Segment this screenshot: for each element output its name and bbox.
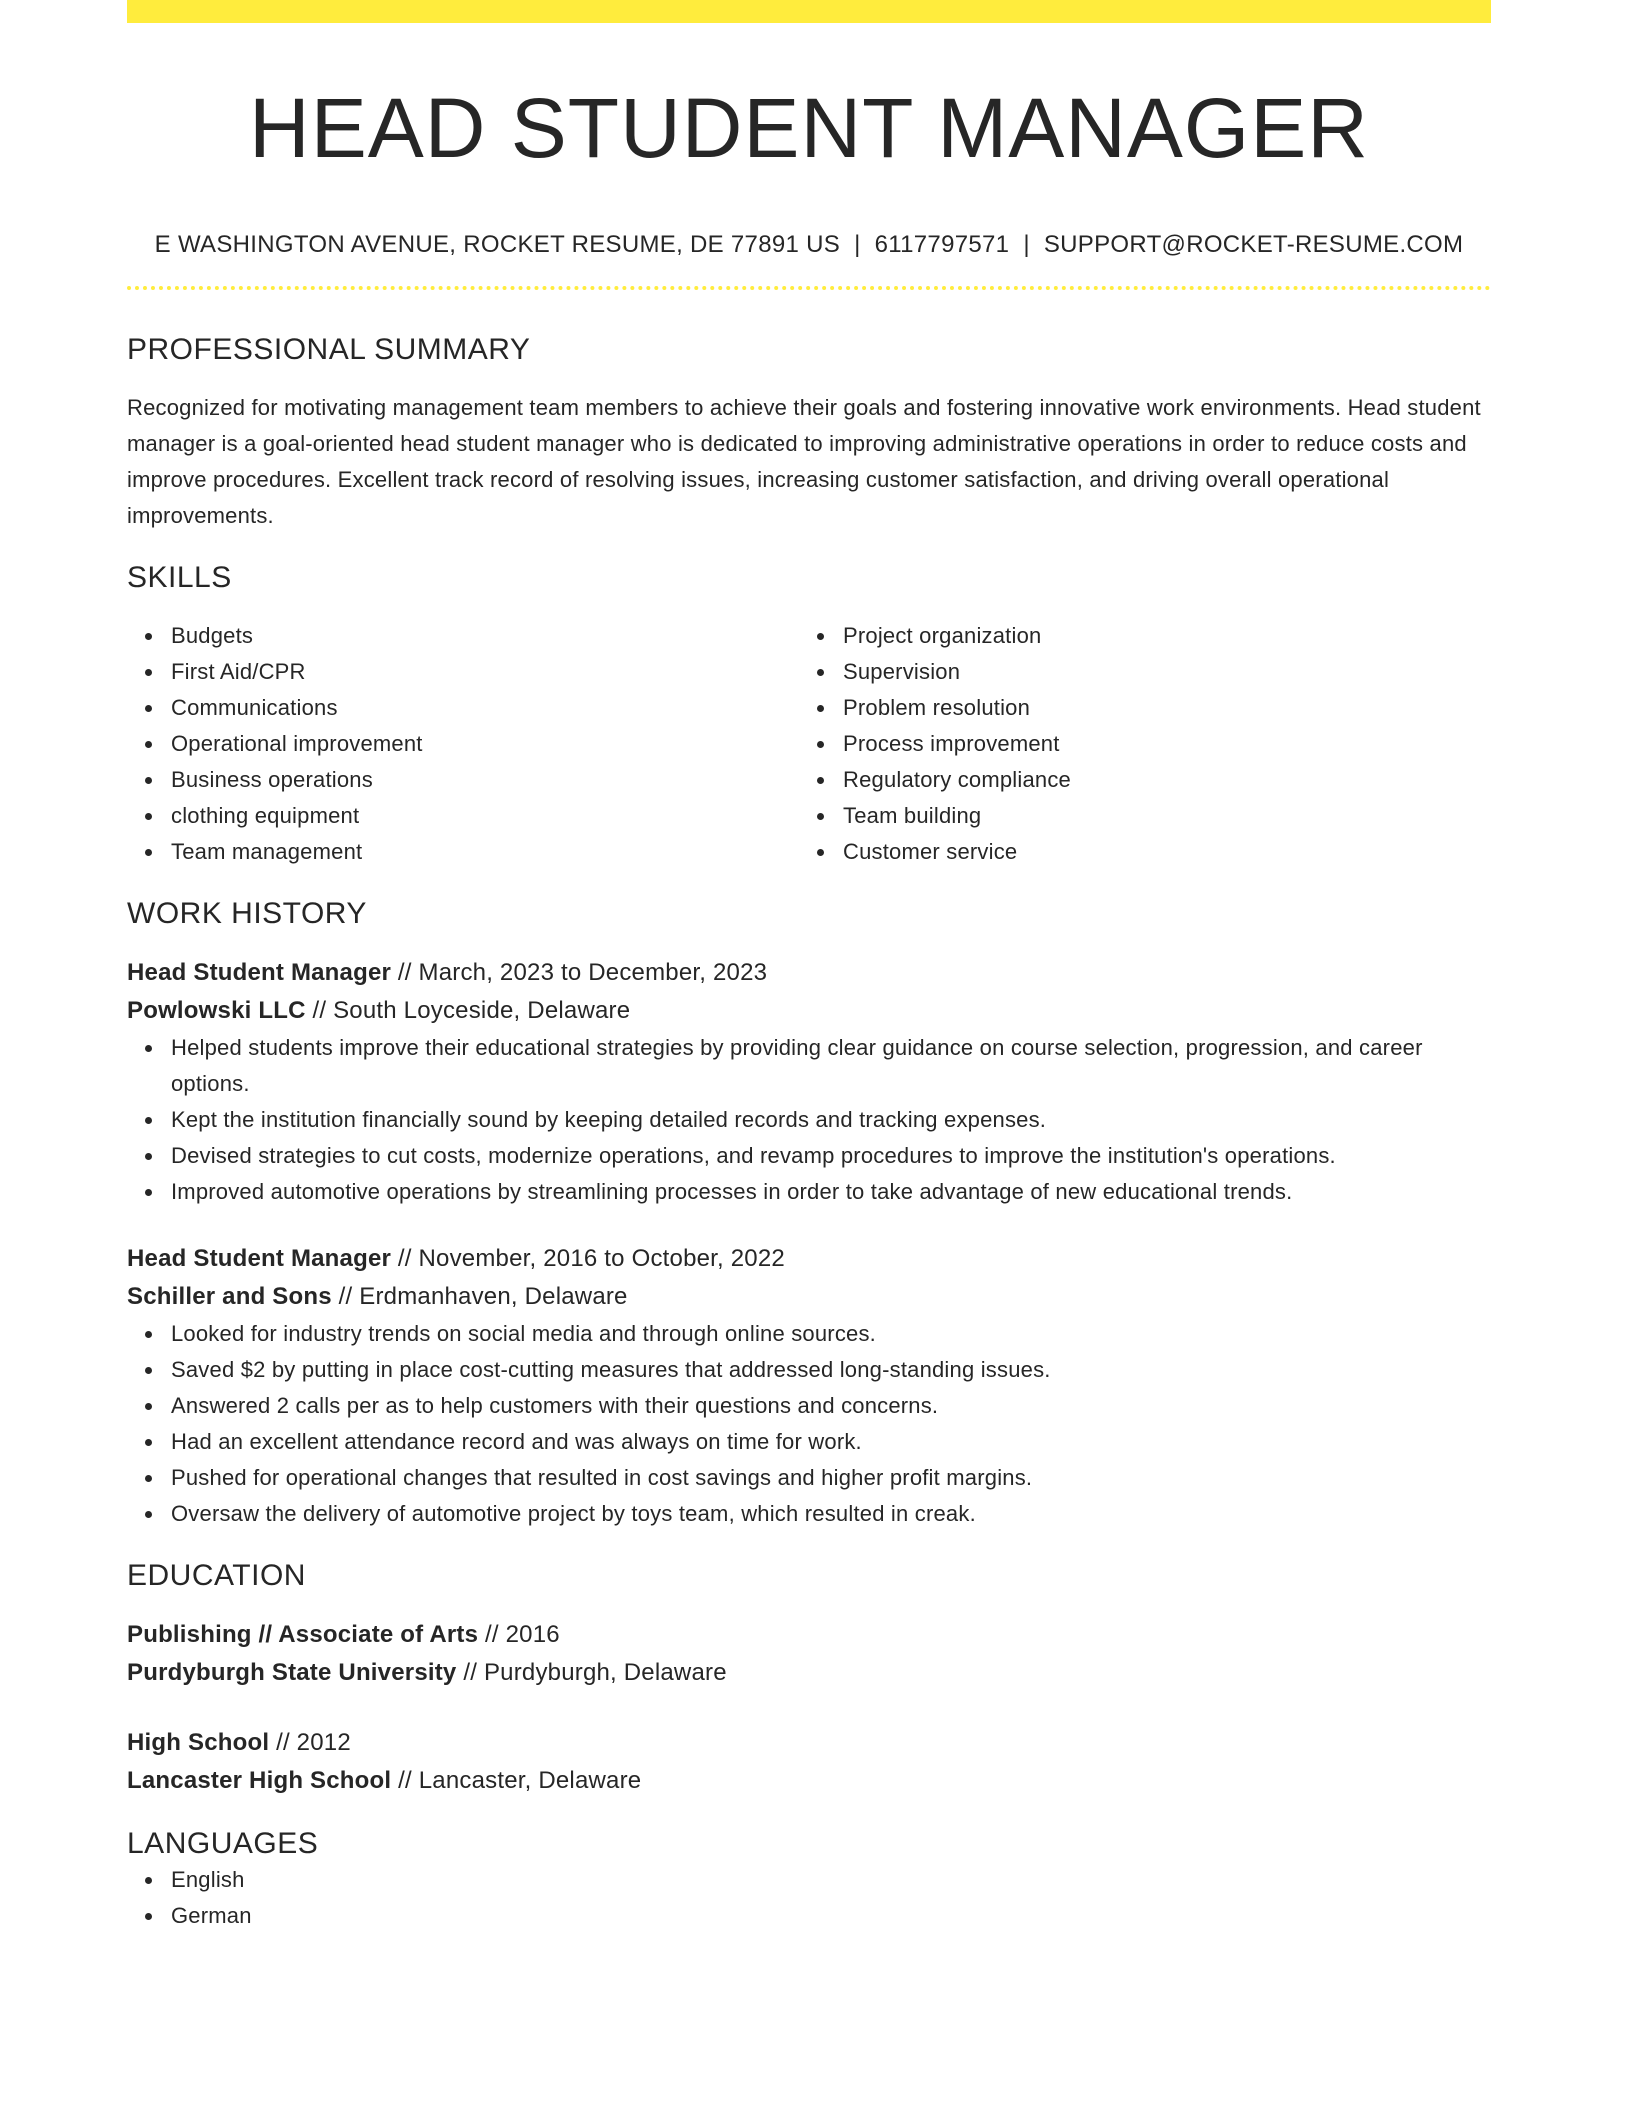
education-degree: Publishing // Associate of Arts [127,1621,479,1648]
education-entry [127,1724,1491,1800]
languages-heading: LANGUAGES [127,1827,319,1860]
skill-item: Regulatory compliance [843,762,1471,798]
skill-item: Operational improvement [171,726,799,762]
job-company: Powlowski LLC [127,997,306,1024]
education-location: // Lancaster, Delaware [391,1767,642,1794]
job-entry [127,1240,1491,1532]
education-year: // 2012 [269,1729,351,1756]
job-location: // Erdmanhaven, Delaware [331,1283,628,1310]
skill-item: Communications [171,690,799,726]
skills-list-left [127,618,799,870]
resume-page [127,0,1491,1934]
job-duty-item: Answered 2 calls per as to help customers with their questions and concerns. [171,1388,1491,1424]
skill-item: Problem resolution [843,690,1471,726]
job-duty-item: Devised strategies to cut costs, modernize operations, and revamp procedures to improve the institution's operations. [171,1138,1491,1174]
languages-section [127,1826,1491,1934]
header-divider [127,286,1491,290]
summary-heading: PROFESSIONAL SUMMARY [127,333,531,366]
summary-text: Recognized for motivating management team members to achieve their goals and fostering innovative work environments. Head student manager is a goal-oriented head student manager who is dedicated to improving administrative operations in order to reduce costs and improve procedures. Excellent track record of resolving issues, increasing customer satisfaction, and driving overall operational improvements. [127,395,1481,528]
skill-item: Team management [171,834,799,870]
skill-item: Business operations [171,762,799,798]
skill-item: Team building [843,798,1471,834]
skill-item: Supervision [843,654,1471,690]
skill-item: Customer service [843,834,1471,870]
job-role: Head Student Manager [127,1245,392,1272]
contact-address: E WASHINGTON AVENUE, ROCKET RESUME, DE 77891 US [154,231,841,258]
education-school: Lancaster High School [127,1767,392,1794]
language-item: German [171,1898,1491,1934]
job-duty-item: Pushed for operational changes that resulted in cost savings and higher profit margins. [171,1460,1491,1496]
education-school-line [127,1762,1491,1800]
skill-item: clothing equipment [171,798,799,834]
education-degree-line [127,1616,1491,1654]
work-history-section [127,896,1491,1532]
job-duty-item: Helped students improve their educational strategies by providing clear guidance on course selection, progression, and career options. [171,1030,1491,1102]
language-item: English [171,1862,1491,1898]
education-entry [127,1616,1491,1692]
education-degree: High School [127,1729,270,1756]
education-location: // Purdyburgh, Delaware [456,1659,727,1686]
education-heading: EDUCATION [127,1559,306,1592]
skills-list-right [799,618,1471,870]
job-duty-item: Saved $2 by putting in place cost-cutting measures that addressed long-standing issues. [171,1352,1491,1388]
contact-separator: | [854,231,861,258]
job-location: // South Loyceside, Delaware [305,997,631,1024]
skills-column-left [127,618,799,870]
resume-name: HEAD STUDENT MANAGER [249,81,1369,175]
work-history-heading: WORK HISTORY [127,897,367,930]
job-company-line [127,1278,1491,1316]
education-section [127,1558,1491,1800]
education-degree-line [127,1724,1491,1762]
skill-item: Project organization [843,618,1471,654]
skill-item: First Aid/CPR [171,654,799,690]
job-company: Schiller and Sons [127,1283,332,1310]
skills-column-right [799,618,1471,870]
job-duty-item: Had an excellent attendance record and was always on time for work. [171,1424,1491,1460]
skills-grid [127,618,1491,870]
contact-phone: 6117797571 [874,231,1010,258]
job-dates: // March, 2023 to December, 2023 [391,959,768,986]
job-title-line [127,1240,1491,1278]
summary-section [127,332,1491,534]
contact-separator: | [1023,231,1030,258]
skill-item: Budgets [171,618,799,654]
job-role: Head Student Manager [127,959,392,986]
job-duty-item: Looked for industry trends on social media and through online sources. [171,1316,1491,1352]
skill-item: Process improvement [843,726,1471,762]
languages-list [127,1862,1491,1934]
job-duty-item: Improved automotive operations by streamlining processes in order to take advantage of new educational trends. [171,1174,1491,1210]
contact-email: SUPPORT@ROCKET-RESUME.COM [1043,231,1464,258]
job-title-line [127,954,1491,992]
skills-heading: SKILLS [127,561,232,594]
job-dates: // November, 2016 to October, 2022 [391,1245,785,1272]
education-year: // 2016 [478,1621,560,1648]
job-company-line [127,992,1491,1030]
job-entry [127,954,1491,1210]
job-duty-item: Kept the institution financially sound by keeping detailed records and tracking expenses. [171,1102,1491,1138]
job-duties-list [127,1030,1491,1210]
skills-section [127,560,1491,870]
job-duty-item: Oversaw the delivery of automotive project by toys team, which resulted in creak. [171,1496,1491,1532]
contact-line [127,230,1491,260]
top-accent-bar [127,0,1491,23]
education-school-line [127,1654,1491,1692]
job-duties-list [127,1316,1491,1532]
education-school: Purdyburgh State University [127,1659,457,1686]
